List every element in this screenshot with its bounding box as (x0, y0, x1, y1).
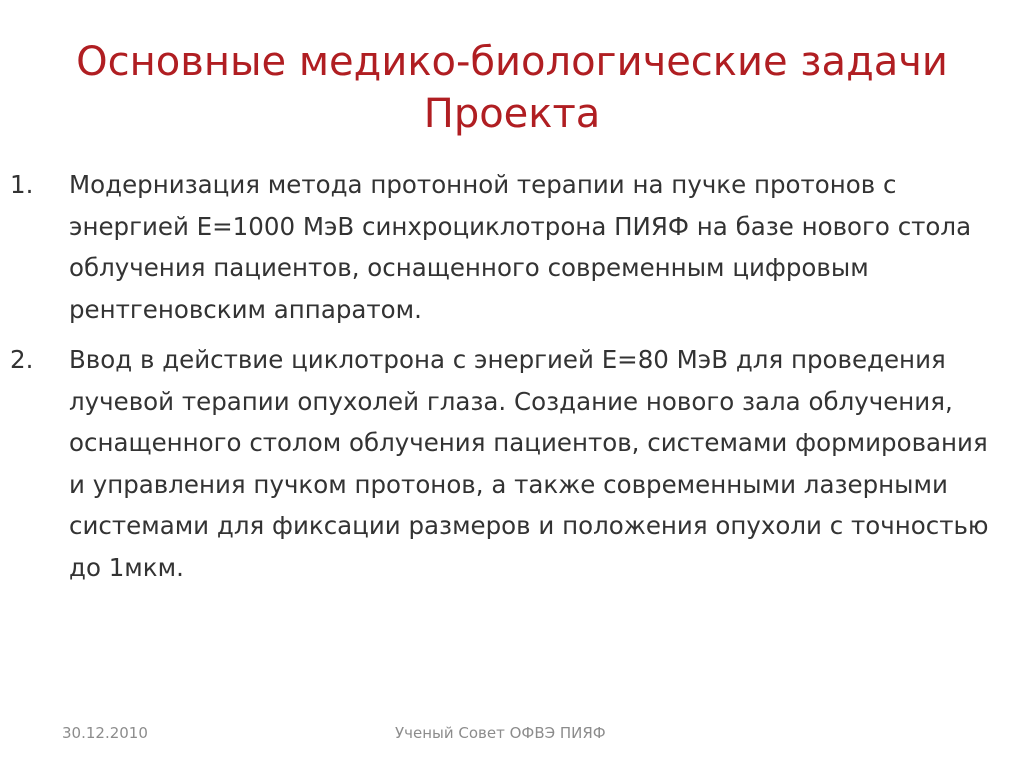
footer-center-text: Ученый Совет ОФВЭ ПИЯФ (395, 724, 606, 742)
task-list (10, 164, 1000, 588)
list-item (10, 164, 1000, 330)
slide-title: Основные медико-биологические задачи Проекта (76, 39, 948, 137)
footer-date: 30.12.2010 (62, 724, 148, 742)
list-item-number: 1. (10, 170, 34, 199)
list-item (10, 339, 1000, 588)
list-item-text: Модернизация метода протонной терапии на пучке протонов с энергией Е=1000 МэВ синхроциклотрона ПИЯФ на базе нового стола облучения пациентов, оснащенного современным цифровым рентгеновским аппаратом. (69, 170, 972, 324)
list-item-text: Ввод в действие циклотрона с энергией Е=80 МэВ для проведения лучевой терапии опухолей глаза. Создание нового зала облучения, оснащенного столом облучения пациентов, системами формирования и управления пучком протонов, а также современными лазерными системами для фиксации размеров и положения опухоли с точностью до 1мкм. (69, 345, 989, 582)
list-item-number: 2. (10, 345, 34, 374)
